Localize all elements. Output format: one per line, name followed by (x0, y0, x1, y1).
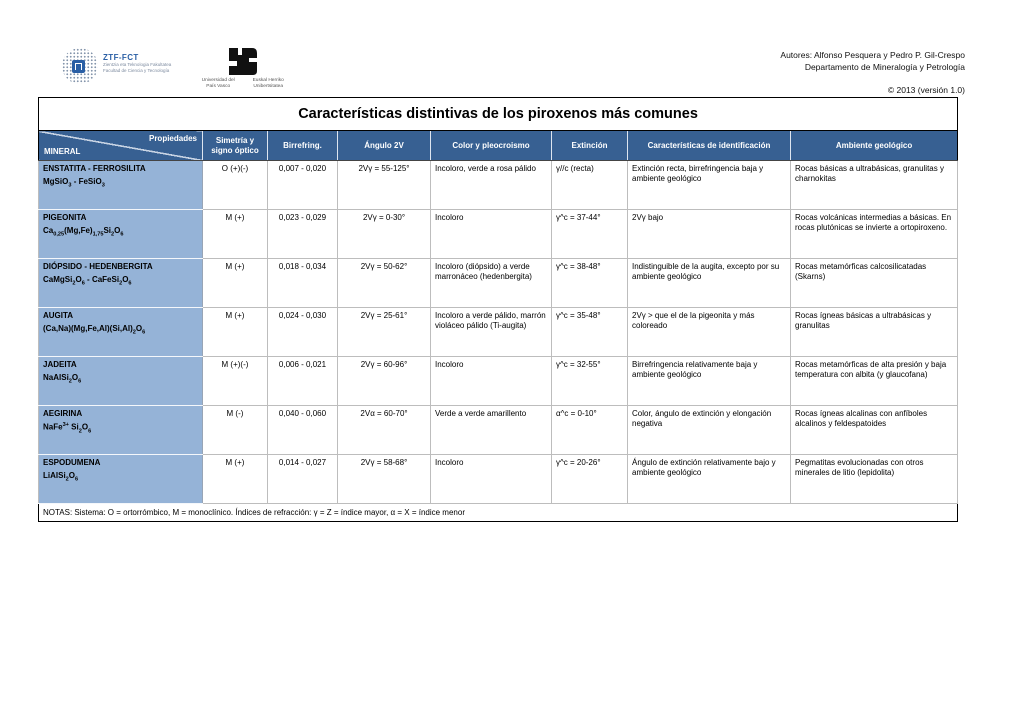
mineral-name: AUGITA (43, 311, 74, 320)
angle-2v-cell: 2Vγ = 0-30° (338, 210, 431, 259)
angle-2v-cell: 2Vγ = 60-96° (338, 357, 431, 406)
mineral-formula: $CaMgSi_2O_6$ - $CaFeSi_2O_6$ (43, 275, 132, 287)
color-pleochroism-cell: Incoloro, verde a rosa pálido (431, 161, 552, 210)
upv-ehu-logo (197, 44, 289, 96)
ztf-dotted-sphere-icon (62, 48, 98, 84)
mineral-cell (39, 406, 203, 455)
mineral-name: JADEITA (43, 360, 77, 369)
symmetry-cell: M (+) (203, 455, 268, 504)
angle-2v-cell: 2Vγ = 25-61° (338, 308, 431, 357)
table-title-row (39, 98, 958, 131)
geologic-environment-cell: Pegmatitas evolucionadas con otros minerales de litio (lepidolita) (791, 455, 958, 504)
col-header-birrefringencia: Birrefring. (268, 131, 338, 161)
ztf-grid-icon (72, 60, 85, 73)
ztf-acronym: ZTF-FCT (103, 53, 139, 62)
identification-cell: Birrefringencia relativamente baja y ambiente geológico (628, 357, 791, 406)
symmetry-cell: M (+) (203, 308, 268, 357)
col-header-color: Color y pleocroismo (431, 131, 552, 161)
extinction-cell: γ^c = 35-48° (552, 308, 628, 357)
birefringence-cell: 0,040 - 0,060 (268, 406, 338, 455)
pyroxene-table (38, 97, 958, 522)
birefringence-cell: 0,023 - 0,029 (268, 210, 338, 259)
angle-2v-cell: 2Vα = 60-70° (338, 406, 431, 455)
birefringence-cell: 0,006 - 0,021 (268, 357, 338, 406)
upv-logo-text (197, 78, 289, 90)
mineral-name: ENSTATITA - FERROSILITA (43, 164, 146, 173)
table-row (39, 259, 958, 308)
col-header-identificacion: Características de identificación (628, 131, 791, 161)
upv-name-es: Universidad del País Vasco (201, 78, 235, 89)
mineral-name: DIÓPSIDO - HEDENBERGITA (43, 262, 153, 271)
extinction-cell: γ^c = 37-44° (552, 210, 628, 259)
col-header-ambiente: Ambiente geológico (791, 131, 958, 161)
ztf-logo-text (103, 48, 171, 73)
table-notes-row (39, 504, 958, 522)
table-row (39, 210, 958, 259)
angle-2v-cell: 2Vγ = 50-62° (338, 259, 431, 308)
color-pleochroism-cell: Incoloro (431, 210, 552, 259)
authors-block (780, 50, 965, 97)
logo-bar (62, 44, 289, 96)
mineral-cell (39, 308, 203, 357)
color-pleochroism-cell: Incoloro (431, 455, 552, 504)
geologic-environment-cell: Rocas volcánicas intermedias a básicas. En rocas plutónicas se invierte a ortopiroxeno. (791, 210, 958, 259)
corner-header-cell (39, 131, 203, 161)
identification-cell: Extinción recta, birrefringencia baja y ambiente geológico (628, 161, 791, 210)
col-header-angulo-2v: Ángulo 2V (338, 131, 431, 161)
birefringence-cell: 0,007 - 0,020 (268, 161, 338, 210)
mineral-cell (39, 259, 203, 308)
ztf-line1: Zientzia eta Teknologia Fakultatea (103, 62, 172, 67)
table-row (39, 455, 958, 504)
mineral-name: PIGEONITA (43, 213, 87, 222)
mineral-formula: $NaAlSi_2O_6$ (43, 373, 82, 385)
mineral-formula: $(Ca,Na)(Mg,Fe,Al)(Si,Al)_2O_6$ (43, 324, 146, 336)
upv-name-eu: Euskal Herriko Unibertsitatea (252, 78, 284, 89)
identification-cell: 2Vγ > que el de la pigeonita y más coloreado (628, 308, 791, 357)
identification-cell: Color, ángulo de extinción y elongación negativa (628, 406, 791, 455)
table-row (39, 161, 958, 210)
notes-text: NOTAS: Sistema: O = ortorrómbico, M = monoclínico. Índices de refracción: γ = Z = índice mayor, α = X = índice menor (39, 504, 958, 522)
geologic-environment-cell: Rocas metamórficas de alta presión y baja temperatura con albita (y glaucofana) (791, 357, 958, 406)
birefringence-cell: 0,014 - 0,027 (268, 455, 338, 504)
mineral-formula: NaFe$^{3+}$ $Si_2O_6$ (43, 422, 92, 435)
mineral-cell (39, 357, 203, 406)
birefringence-cell: 0,024 - 0,030 (268, 308, 338, 357)
mineral-name: AEGIRINA (43, 409, 83, 418)
extinction-cell: α^c = 0-10° (552, 406, 628, 455)
identification-cell: Ángulo de extinción relativamente bajo y ambiente geológico (628, 455, 791, 504)
identification-cell: 2Vγ bajo (628, 210, 791, 259)
col-header-simetria: Simetría y signo óptico (203, 131, 268, 161)
table-row (39, 308, 958, 357)
color-pleochroism-cell: Verde a verde amarillento (431, 406, 552, 455)
upv-tree-icon (226, 46, 260, 76)
extinction-cell: γ//c (recta) (552, 161, 628, 210)
geologic-environment-cell: Rocas ígneas alcalinas con anfíboles alcalinos y feldespatoides (791, 406, 958, 455)
table-row (39, 357, 958, 406)
symmetry-cell: M (+)(-) (203, 357, 268, 406)
extinction-cell: γ^c = 20-26° (552, 455, 628, 504)
mineral-formula: $Ca_{0,25}(Mg,Fe)_{1,75}Si_2O_6$ (43, 226, 124, 238)
copyright-line: © 2013 (versión 1.0) (887, 84, 965, 95)
mineral-cell (39, 210, 203, 259)
geologic-environment-cell: Rocas metamórficas calcosilicatadas (Skarns) (791, 259, 958, 308)
symmetry-cell: M (-) (203, 406, 268, 455)
department-line: Departamento de Mineralogía y Petrología (804, 61, 965, 72)
page-title: Características distintivas de los piroxenos más comunes (39, 98, 958, 131)
mineral-formula: $LiAlSi_2O_6$ (43, 471, 79, 483)
table-header-row (39, 131, 958, 161)
symmetry-cell: M (+) (203, 259, 268, 308)
mineral-cell (39, 161, 203, 210)
table-row (39, 406, 958, 455)
color-pleochroism-cell: Incoloro a verde pálido, marrón violáceo pálido (Ti-augita) (431, 308, 552, 357)
corner-label-propiedades: Propiedades (148, 134, 197, 143)
symmetry-cell: O (+)(-) (203, 161, 268, 210)
authors-line: Autores: Alfonso Pesquera y Pedro P. Gil-Crespo (780, 50, 965, 60)
identification-cell: Indistinguible de la augita, excepto por su ambiente geológico (628, 259, 791, 308)
mineral-cell (39, 455, 203, 504)
color-pleochroism-cell: Incoloro (diópsido) a verde marronáceo (hedenbergita) (431, 259, 552, 308)
extinction-cell: γ^c = 38-48° (552, 259, 628, 308)
birefringence-cell: 0,018 - 0,034 (268, 259, 338, 308)
geologic-environment-cell: Rocas básicas a ultrabásicas, granulitas y charnokitas (791, 161, 958, 210)
mineral-formula: MgSiO$_3$ - FeSiO$_3$ (43, 177, 105, 189)
corner-label-mineral: MINERAL (44, 147, 81, 157)
geologic-environment-cell: Rocas ígneas básicas a ultrabásicas y granulitas (791, 308, 958, 357)
ztf-line2: Facultad de Ciencia y Tecnología (103, 67, 170, 73)
col-header-extincion: Extinción (552, 131, 628, 161)
mineral-name: ESPODUMENA (43, 458, 101, 467)
symmetry-cell: M (+) (203, 210, 268, 259)
extinction-cell: γ^c = 32-55° (552, 357, 628, 406)
color-pleochroism-cell: Incoloro (431, 357, 552, 406)
angle-2v-cell: 2Vγ = 55-125° (338, 161, 431, 210)
angle-2v-cell: 2Vγ = 58-68° (338, 455, 431, 504)
ztf-fct-logo (62, 44, 171, 96)
